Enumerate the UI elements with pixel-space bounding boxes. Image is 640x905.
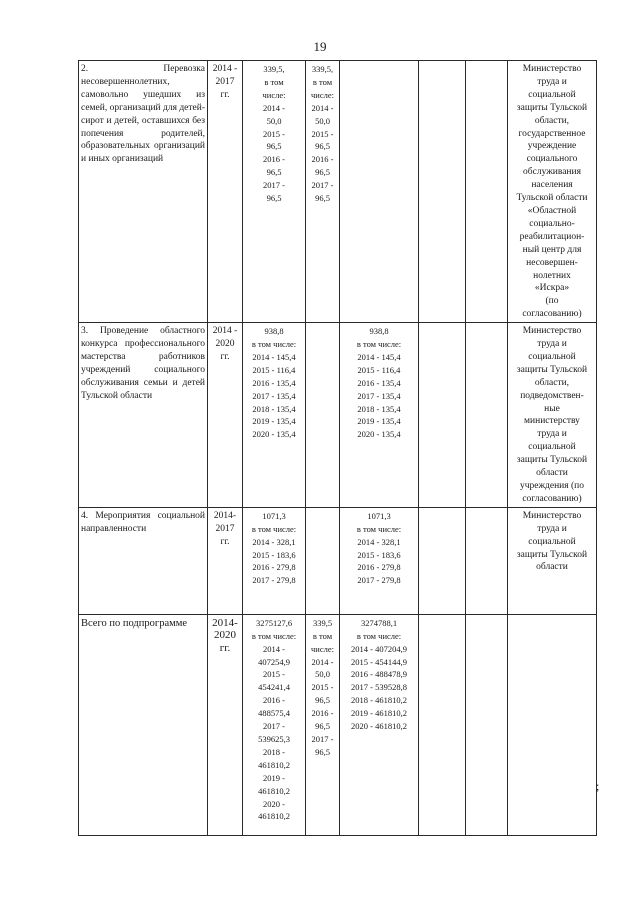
executor-line: подведомствен-	[520, 390, 584, 401]
federal-line: 2017 -	[311, 733, 334, 744]
total-line: 2014 -	[263, 643, 285, 654]
total-line: 2014 - 145,4	[252, 351, 296, 362]
regional-line: 2018 - 461810,2	[351, 695, 407, 706]
total-amount-cell	[243, 614, 306, 835]
regional-line: 2017 - 279,8	[357, 575, 401, 586]
total-line: 2016 -	[263, 695, 285, 706]
regional-line: 1071,3	[367, 510, 391, 521]
executor-cell	[508, 507, 597, 614]
table-row	[79, 507, 597, 614]
regional-line: в том числе:	[356, 339, 402, 350]
federal-line: 50,0	[315, 669, 330, 680]
local-budget-cell	[419, 614, 466, 835]
regional-line: 2017 - 135,4	[357, 390, 401, 401]
regional-line: 2014 - 407204,9	[351, 643, 407, 654]
federal-line: 96,5	[315, 721, 330, 732]
executor-line: области	[536, 562, 568, 573]
period-line: 2017	[215, 76, 235, 87]
measure-name: 4. Мероприятия социальной направленности	[81, 510, 205, 534]
total-line: в том числе:	[251, 630, 297, 641]
total-line: 454241,4	[258, 682, 290, 693]
total-line: 2015 -	[263, 128, 285, 139]
total-line: 461810,2	[258, 785, 290, 796]
total-line: 2019 -	[263, 772, 285, 783]
executor-line: (по	[545, 296, 559, 307]
period-line: 2020	[214, 629, 236, 642]
total-line: 2015 - 183,6	[252, 549, 296, 560]
total-line: 539625,3	[258, 733, 290, 744]
extra-budget-cell	[466, 614, 508, 835]
measure-name: Всего по подпрограмме	[81, 617, 188, 629]
executor-line: ный центр для	[522, 244, 582, 255]
total-line: 2019 - 135,4	[252, 416, 296, 427]
executor-cell	[508, 614, 600, 835]
total-line: 2020 - 135,4	[252, 429, 296, 440]
executor-line: несовершен-	[526, 257, 578, 268]
period-line: 2014-	[213, 510, 237, 521]
period-line: 2020	[215, 339, 235, 350]
executor-line: социальной	[528, 89, 576, 100]
total-line: в том числе:	[251, 523, 297, 534]
extra-budget-cell	[466, 507, 508, 614]
executor-line: обслуживания	[523, 167, 581, 178]
regional-line: 3274788,1	[360, 617, 398, 628]
regional-line: в том числе:	[356, 523, 402, 534]
regional-line: 938,8	[369, 326, 389, 337]
total-line: 2020 -	[263, 798, 285, 809]
executor-line: социальной	[528, 442, 576, 453]
total-amount-cell	[243, 323, 306, 508]
page-number: 19	[313, 39, 327, 54]
measure-name-cell	[79, 614, 208, 835]
table-row	[79, 61, 597, 323]
executor-line: области,	[534, 377, 570, 388]
federal-budget-cell	[306, 323, 340, 508]
executor-line: «Искра»	[534, 283, 570, 294]
regional-line: 2014 - 328,1	[357, 536, 401, 547]
period-line: гг.	[220, 351, 230, 362]
regional-budget-cell	[340, 507, 419, 614]
federal-line: числе:	[311, 89, 334, 100]
local-budget-cell	[419, 61, 466, 323]
executor-line: Министерство	[522, 326, 582, 337]
regional-budget-cell	[340, 323, 419, 508]
federal-line: 2015 -	[311, 128, 334, 139]
executor-line: Министерство	[522, 510, 582, 521]
regional-budget-cell	[340, 61, 419, 323]
executor-line: защиты Тульской	[516, 549, 588, 560]
total-line: 938,8	[264, 326, 284, 337]
total-line: 2017 - 135,4	[252, 390, 296, 401]
executor-line: нолетних	[533, 270, 571, 281]
total-line: 2017 -	[263, 180, 285, 191]
extra-budget-cell	[466, 61, 508, 323]
federal-line: 2016 -	[311, 154, 334, 165]
measure-name-cell	[79, 61, 208, 323]
executor-line: Тульской области	[516, 193, 588, 204]
executor-line: области	[536, 468, 568, 479]
total-amount-cell	[243, 61, 306, 323]
executor-cell	[508, 323, 597, 508]
total-line: числе:	[262, 89, 286, 100]
total-line: 96,5	[266, 141, 282, 152]
regional-line: 2019 - 461810,2	[351, 708, 407, 719]
federal-line: 50,0	[315, 115, 330, 126]
executor-line: согласованию)	[522, 309, 582, 320]
federal-line: 2016 -	[311, 708, 334, 719]
federal-line: 96,5	[315, 167, 330, 178]
total-line: в том числе:	[251, 339, 297, 350]
executor-line: защиты Тульской	[516, 364, 588, 375]
federal-line: в том	[312, 76, 333, 87]
regional-line: 2015 - 116,4	[357, 364, 401, 375]
total-line: 96,5	[266, 167, 282, 178]
executor-line: труда и	[537, 339, 567, 350]
executor-line: защиты Тульской	[516, 102, 588, 113]
measure-name-cell	[79, 323, 208, 508]
period-line: 2014 -	[212, 326, 238, 337]
total-line: 461810,2	[258, 811, 290, 822]
total-line: 2018 -	[263, 746, 285, 757]
measure-name: 3. Проведение областного конкурса профессионального мастерства работников учреждений социального обслуживания семьи и детей Тульской области	[81, 326, 205, 401]
executor-cell	[508, 61, 597, 323]
period-cell	[208, 323, 243, 508]
executor-line: Министерство	[522, 64, 582, 74]
executor-line: социальной	[528, 536, 576, 547]
total-line: 2016 -	[263, 154, 285, 165]
total-line: 461810,2	[258, 759, 290, 770]
regional-line: 2014 - 145,4	[357, 351, 401, 362]
federal-line: 2014 -	[311, 102, 334, 113]
measure-name-cell	[79, 507, 208, 614]
total-line: 2016 - 135,4	[252, 377, 296, 388]
executor-line: области,	[534, 115, 570, 126]
regional-line: 2019 - 135,4	[357, 416, 401, 427]
federal-budget-cell	[306, 61, 340, 323]
executor-line: реабилитацион-	[519, 231, 585, 242]
executor-line: учреждение	[527, 141, 577, 152]
executor-line: социальной	[528, 351, 576, 362]
regional-budget-cell	[340, 614, 419, 835]
executor-line: социально-	[529, 218, 575, 229]
executor-line: населения	[531, 180, 573, 191]
subprogram-table	[78, 60, 600, 836]
local-budget-cell	[419, 323, 466, 508]
total-line: 2015 - 116,4	[252, 364, 296, 375]
total-amount-cell	[243, 507, 306, 614]
federal-line: 2015 -	[311, 682, 334, 693]
regional-line: 2017 - 539528,8	[351, 682, 407, 693]
period-cell	[208, 507, 243, 614]
regional-line: 2015 - 454144,9	[351, 656, 407, 667]
executor-line: министерству	[524, 416, 580, 427]
period-line: 2014-	[212, 616, 238, 629]
federal-line: 2014 -	[311, 656, 334, 667]
executor-line: согласованию)	[522, 493, 582, 504]
regional-line: 2020 - 135,4	[357, 429, 401, 440]
executor-line: учреждения (по	[519, 481, 585, 491]
federal-line: 96,5	[315, 695, 330, 706]
federal-budget-cell	[306, 614, 340, 835]
executor-line: труда и	[537, 76, 567, 87]
executor-line: ные	[544, 403, 560, 414]
total-line: в том	[264, 76, 284, 87]
regional-line: в том числе:	[356, 630, 402, 641]
regional-line: 2018 - 135,4	[357, 403, 401, 414]
executor-line: труда и	[537, 429, 567, 440]
total-line: 407254,9	[258, 656, 290, 667]
total-line: 2017 -	[263, 721, 285, 732]
total-line: 2014 - 328,1	[252, 536, 296, 547]
period-line: гг.	[220, 89, 230, 100]
federal-line: в том	[312, 630, 333, 641]
federal-line: 339,5,	[311, 64, 334, 74]
table-row	[79, 614, 597, 835]
regional-line: 2015 - 183,6	[357, 549, 401, 560]
total-line: 2018 - 135,4	[252, 403, 296, 414]
executor-line: социального	[526, 154, 578, 165]
period-cell	[208, 61, 243, 323]
federal-line: 2017 -	[311, 180, 334, 191]
regional-line: 2016 - 279,8	[357, 562, 401, 573]
margin-mark: ;	[596, 779, 600, 793]
total-line: 1071,3	[262, 510, 286, 521]
regional-line: 2016 - 488478,9	[351, 669, 407, 680]
total-line: 488575,4	[258, 708, 290, 719]
federal-line: 96,5	[315, 746, 330, 757]
period-line: гг.	[219, 641, 231, 654]
total-line: 339,5,	[263, 64, 285, 74]
local-budget-cell	[419, 507, 466, 614]
period-cell	[208, 614, 243, 835]
regional-line: 2020 - 461810,2	[351, 721, 407, 732]
period-line: гг.	[220, 536, 230, 547]
total-line: 96,5	[266, 193, 282, 204]
federal-budget-cell	[306, 507, 340, 614]
executor-line: «Областной	[527, 205, 577, 216]
federal-line: 339,5	[312, 617, 333, 628]
federal-line: 96,5	[315, 141, 330, 152]
total-line: 2014 -	[263, 102, 285, 113]
total-line: 2016 - 279,8	[252, 562, 296, 573]
total-line: 50,0	[266, 115, 282, 126]
total-line: 3275127,6	[255, 617, 293, 628]
period-line: 2017	[215, 523, 235, 534]
federal-line: числе:	[311, 643, 334, 654]
period-line: 2014 -	[212, 64, 238, 74]
table-row	[79, 323, 597, 508]
measure-name: 2. Перевозка несовершеннолетних, самовольно ушедших из семей, организаций для детей-сирот и детей, оставшихся без попечения родителей, образовательных организаций и иных организаций	[81, 64, 205, 165]
total-line: 2015 -	[263, 669, 285, 680]
executor-line: труда и	[537, 523, 567, 534]
total-line: 2017 - 279,8	[252, 575, 296, 586]
executor-line: государственное	[518, 128, 586, 139]
executor-line: защиты Тульской	[516, 455, 588, 466]
federal-line: 96,5	[315, 193, 330, 204]
regional-line: 2016 - 135,4	[357, 377, 401, 388]
extra-budget-cell	[466, 323, 508, 508]
